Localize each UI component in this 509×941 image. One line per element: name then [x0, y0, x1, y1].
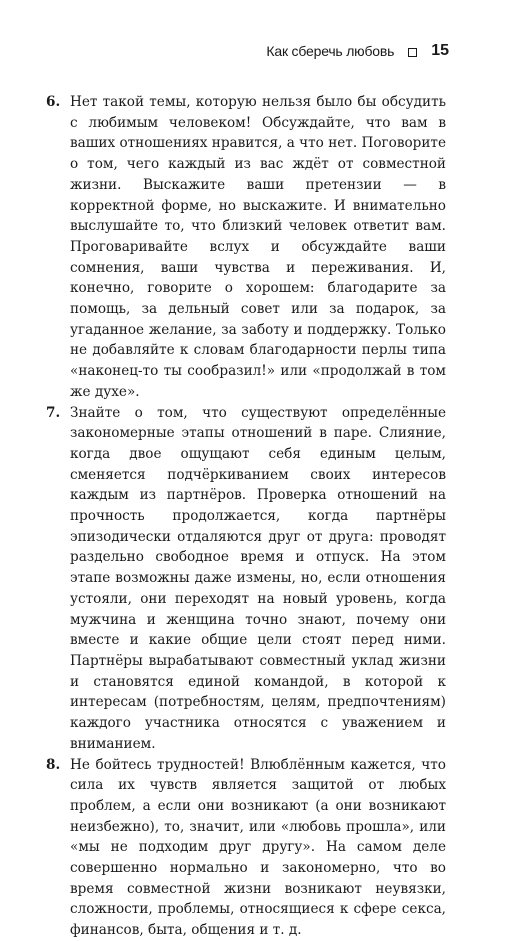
running-header — [60, 40, 449, 62]
running-header-title: Как сберечь любовь — [266, 43, 395, 59]
list-item-text: Знайте о том, что существуют определённые закономерные этапы отношений в паре. Слияние, когда двое ощущают себя единым целым, сменяется подчёркиванием своих интересов каждым из партнёров. Проверка отношений на прочность продолжается, когда партнёры эпизодически отдаляются друг от друга: проводят раздельно свободное время и отпуск. На этом этапе возможны даже измены, но, если отношения устояли, они переходят на новый уровень, когда мужчина и женщина точно знают, почему они вместе и какие общие цели стоят перед ними. Партнёры вырабатывают совместный уклад жизни и становятся единой командой, в которой к интересам (потребностям, целям, предпочтениям) каждого участника относятся с уважением и вниманием. — [70, 404, 446, 752]
page-number: 15 — [431, 42, 449, 59]
square-icon — [408, 48, 417, 57]
list-item-8 — [46, 755, 446, 941]
list-item-text: Нет такой темы, которую нельзя было бы обсудить с любимым человеком! Обсуждайте, что вам в ваших отношениях нравится, а что нет. Поговорите о том, чего каждый из вас ждёт от совместной жизни. Выскажите ваши претензии — в корректной форме, но выскажите. И внимательно выслушайте то, что близкий человек ответит вам. Проговаривайте вслух и обсуждайте ваши сомнения, ваши чувства и переживания. И, конечно, говорите о хорошем: благодарите за помощь, за дельный совет или за подарок, за угаданное желание, за заботу и поддержку. Только не добавляйте к словам благодарности перлы типа «наконец-то ты сообразил!» или «продолжай в том же духе». — [70, 94, 446, 400]
list-item-number: 8. — [46, 756, 61, 773]
list-item-7 — [46, 403, 446, 755]
list-item-number: 6. — [46, 94, 61, 110]
list-item-6 — [46, 92, 446, 403]
page-body — [46, 92, 446, 941]
list-item-number: 7. — [46, 404, 61, 421]
list-item-text: Не бойтесь трудностей! Влюблённым кажется, что сила их чувств является защитой от любых проблем, а если они возникают (а они возникают неизбежно), то, значит, или «любовь прошла», или «мы не подходим друг другу». На самом деле совершенно нормально и закономерно, что во время совместной жизни возникают неувязки, сложности, проблемы, относящиеся к сфере секса, финансов, быта, общения и т. д. — [70, 756, 446, 939]
